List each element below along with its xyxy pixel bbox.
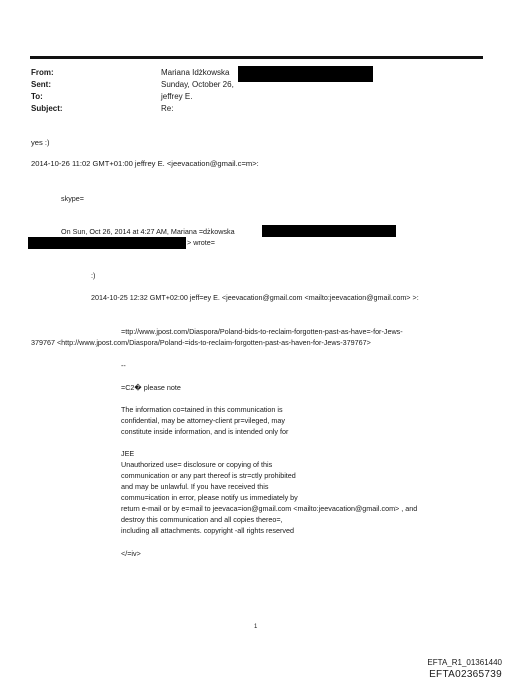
page-number: 1 (254, 624, 258, 630)
header-rule (30, 56, 483, 59)
body-line: return e-mail or by e=mail to jeevaca=ion@gmail.com <mailto:jeevacation@gmail.com> , and (121, 504, 418, 513)
body-line: and may be unlawful. If you have received this (121, 482, 269, 491)
body-line: The information co=tained in this communication is (121, 405, 283, 414)
to-label: To: (31, 92, 43, 101)
redaction-block (28, 237, 186, 249)
body-line: 2014-10-26 11:02 GMT+01:00 jeffrey E. <jeevacation@gmail.c=m>: (31, 159, 259, 168)
body-line: :) (91, 271, 96, 280)
to-value: jeffrey E. (161, 92, 193, 101)
sent-value: Sunday, October 26, (161, 80, 234, 89)
bates-stamp: EFTA_R1_01361440 (427, 658, 502, 667)
body-line: </=iv> (121, 549, 141, 558)
from-label: From: (31, 68, 54, 77)
redaction-block (238, 66, 373, 82)
sent-label: Sent: (31, 80, 51, 89)
body-line: > wrote= (187, 238, 215, 247)
body-line: communication or any part thereof is str=ctly prohibited (121, 471, 296, 480)
body-line: 2014-10-25 12:32 GMT+02:00 jeff=ey E. <jeevacation@gmail.com <mailto:jeevacation@gmail.com> >: (91, 293, 419, 302)
body-line: 379767 <http://www.jpost.com/Diaspora/Poland-=ids-to-reclaim-forgotten-past-as-haven-for-Jews-379767> (31, 338, 371, 347)
body-line: including all attachments. copyright -all rights reserved (121, 526, 294, 535)
body-line: destroy this communication and all copies thereo=, (121, 515, 283, 524)
body-line: yes :) (31, 138, 50, 147)
body-line: -- (121, 361, 126, 370)
body-line: Unauthorized use= disclosure or copying of this (121, 460, 273, 469)
body-line: =C2� please note (121, 383, 181, 392)
body-line: confidential, may be attorney-client pr=vileged, may (121, 416, 285, 425)
body-line: skype= (61, 194, 84, 203)
body-line: On Sun, Oct 26, 2014 at 4:27 AM, Mariana =dżkowska (61, 227, 235, 236)
subject-value: Re: (161, 104, 174, 113)
bates-stamp: EFTA02365739 (429, 669, 502, 680)
body-line: JEE (121, 449, 135, 458)
redaction-block (262, 225, 396, 237)
body-line: commu=ication in error, please notify us immediately by (121, 493, 298, 502)
subject-label: Subject: (31, 104, 63, 113)
from-value: Mariana Idżkowska (161, 68, 230, 77)
body-line: =ttp://www.jpost.com/Diaspora/Poland-bids-to-reclaim-forgotten-past-as-have=-for-Jews- (121, 327, 403, 336)
body-line: constitute inside information, and is intended only for (121, 427, 289, 436)
